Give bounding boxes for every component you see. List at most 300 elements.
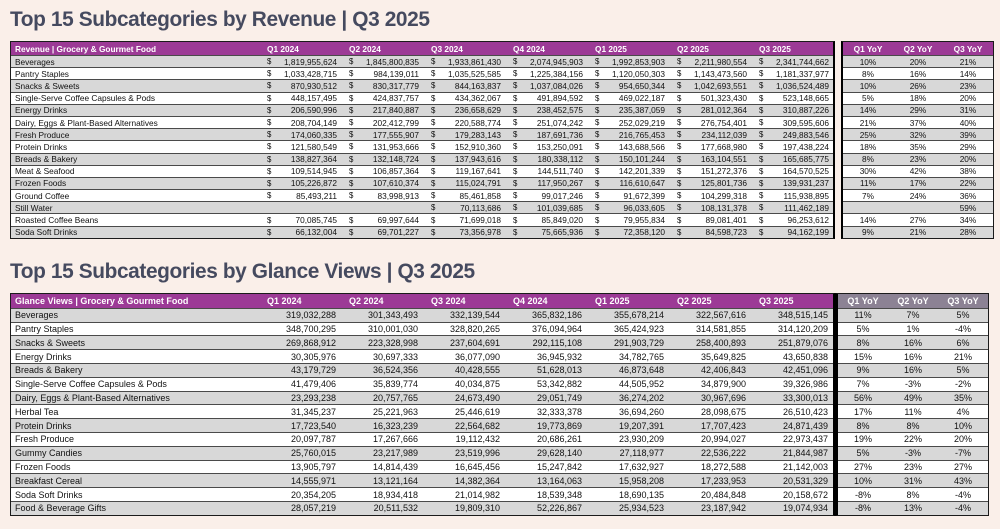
value-cell [259, 93, 341, 104]
value-cell [669, 154, 751, 165]
currency-symbol: $ [595, 105, 600, 115]
currency-symbol: $ [759, 191, 764, 201]
yoy-cell: 32% [909, 129, 927, 140]
currency-symbol: $ [513, 142, 518, 152]
value-cell: 29,051,749 [536, 392, 582, 403]
value-cell: 20,757,765 [372, 392, 418, 403]
currency-symbol: $ [431, 130, 436, 140]
value-number: 85,493,211 [296, 190, 337, 201]
currency-symbol: $ [349, 191, 354, 201]
value-cell: 251,879,076 [777, 337, 828, 348]
yoy-cell: 10% [953, 420, 972, 431]
value-cell [587, 93, 669, 104]
value-number: 844,163,837 [454, 80, 501, 91]
value-cell [751, 227, 833, 238]
yoy-row [843, 140, 993, 152]
currency-symbol: $ [759, 105, 764, 115]
value-cell [505, 129, 587, 140]
row-label: Single-Serve Coffee Capsules & Pods [15, 93, 156, 104]
quarter-column-header: Q3 2025 [759, 295, 794, 306]
yoy-row [843, 226, 993, 238]
value-cell [505, 166, 587, 177]
yoy-row [838, 308, 988, 322]
value-cell: 22,564,682 [454, 420, 500, 431]
yoy-cell: 22% [903, 434, 922, 445]
currency-symbol: $ [431, 215, 436, 225]
currency-symbol: $ [431, 105, 436, 115]
yoy-cell: 59% [959, 202, 977, 213]
currency-symbol: $ [513, 130, 518, 140]
value-cell [751, 166, 833, 177]
value-cell [505, 202, 587, 213]
yoy-cell: 7% [906, 310, 920, 321]
value-number: 144,511,740 [537, 166, 583, 177]
value-cell: 20,511,532 [373, 503, 418, 514]
value-cell: 14,382,364 [454, 475, 500, 486]
value-cell [751, 202, 833, 213]
revenue-yoy-columns [841, 41, 994, 239]
row-label: Gummy Candies [15, 448, 83, 459]
value-number: 1,042,693,551 [693, 80, 747, 91]
value-number: 125,801,736 [700, 178, 747, 189]
table-row [11, 501, 833, 515]
currency-symbol: $ [677, 166, 682, 176]
value-number: 208,704,149 [290, 117, 337, 128]
currency-symbol: $ [267, 57, 272, 67]
value-number: 138,827,364 [290, 154, 337, 165]
yoy-row [843, 213, 993, 225]
yoy-row [838, 377, 988, 391]
currency-symbol: $ [677, 105, 682, 115]
value-cell: 20,158,672 [782, 489, 828, 500]
row-label: Still Water [15, 202, 53, 213]
yoy-cell: 23% [903, 461, 922, 472]
yoy-cell: 22% [959, 178, 977, 189]
value-cell: 301,343,493 [367, 310, 418, 321]
value-number: 91,672,399 [623, 190, 665, 201]
yoy-row [838, 418, 988, 432]
value-cell: 27,118,977 [619, 448, 664, 459]
currency-symbol: $ [431, 203, 436, 213]
value-cell: 13,905,797 [290, 461, 336, 472]
yoy-cell: 7% [862, 190, 874, 201]
value-cell [341, 202, 423, 213]
value-number: 179,283,143 [454, 129, 501, 140]
value-number: 954,650,344 [618, 80, 665, 91]
yoy-cell: 19% [853, 434, 872, 445]
value-cell [505, 141, 587, 152]
value-number: 220,588,774 [454, 117, 501, 128]
value-cell: 34,782,765 [618, 351, 664, 362]
yoy-row [838, 460, 988, 474]
row-label: Pantry Staples [15, 324, 74, 334]
yoy-cell: 8% [862, 68, 874, 79]
value-cell [423, 129, 505, 140]
value-cell [341, 56, 423, 67]
quarter-column-header: Q4 2024 [513, 295, 548, 306]
yoy-cell: 11% [854, 310, 872, 321]
value-number: 71,699,018 [459, 215, 501, 226]
value-cell: 365,832,186 [531, 310, 582, 321]
currency-symbol: $ [595, 166, 600, 176]
currency-symbol: $ [431, 154, 436, 164]
value-cell: 40,034,875 [454, 379, 500, 390]
table-row [11, 335, 833, 349]
value-cell [669, 68, 751, 79]
currency-symbol: $ [513, 154, 518, 164]
currency-symbol: $ [349, 93, 354, 103]
yoy-row [843, 104, 993, 116]
value-cell [505, 154, 587, 165]
value-cell [669, 178, 751, 189]
yoy-cell: 27% [853, 461, 872, 472]
table-header-row [11, 42, 833, 55]
table-row [11, 473, 833, 487]
value-cell: 17,707,423 [700, 420, 746, 431]
value-number: 108,131,378 [700, 202, 747, 213]
value-cell [751, 56, 833, 67]
value-number: 96,253,612 [787, 215, 829, 226]
value-cell [505, 56, 587, 67]
value-cell: 24,871,439 [782, 420, 828, 431]
value-cell [423, 68, 505, 79]
value-cell: 237,604,691 [449, 337, 500, 348]
yoy-cell: -8% [854, 503, 871, 514]
value-number: 1,933,861,430 [447, 56, 501, 67]
yoy-row [838, 473, 988, 487]
value-cell: 14,555,971 [290, 475, 336, 486]
yoy-cell: 13% [903, 503, 922, 514]
table-row [11, 460, 833, 474]
value-number: 104,299,318 [700, 190, 747, 201]
revenue-table [10, 41, 990, 239]
yoy-column-header: Q2 YoY [903, 43, 933, 54]
quarter-column-header: Q1 2024 [267, 43, 299, 54]
yoy-cell [893, 202, 943, 213]
currency-symbol: $ [349, 178, 354, 188]
value-cell [587, 80, 669, 91]
yoy-cell: 15% [853, 351, 872, 362]
value-cell: 46,873,648 [618, 365, 664, 376]
currency-symbol: $ [513, 227, 518, 237]
value-cell [423, 190, 505, 201]
value-cell: 348,515,145 [777, 310, 828, 321]
currency-symbol: $ [595, 118, 600, 128]
value-cell: 13,164,063 [536, 475, 582, 486]
currency-symbol: $ [677, 81, 682, 91]
value-cell: 17,233,953 [700, 475, 746, 486]
value-cell: 43,179,729 [290, 365, 336, 376]
value-cell: 21,142,003 [782, 461, 828, 472]
value-number: 96,033,605 [623, 202, 665, 213]
yoy-cell: 40% [959, 117, 977, 128]
value-cell [669, 129, 751, 140]
currency-symbol: $ [267, 227, 272, 237]
value-cell [587, 202, 669, 213]
currency-symbol: $ [513, 81, 518, 91]
value-cell: 17,267,666 [372, 434, 418, 445]
value-cell: 291,903,729 [613, 337, 664, 348]
value-number: 70,113,686 [460, 202, 501, 213]
table-corner-label: Revenue | Grocery & Gourmet Food [15, 43, 157, 54]
yoy-cell: 31% [903, 475, 922, 486]
currency-symbol: $ [759, 166, 764, 176]
value-number: 187,691,736 [536, 129, 583, 140]
table-row [11, 153, 833, 165]
value-number: 84,598,723 [705, 227, 747, 238]
yoy-row [843, 92, 993, 104]
yoy-cell: 36% [959, 190, 977, 201]
currency-symbol: $ [595, 130, 600, 140]
yoy-column-header: Q2 YoY [897, 295, 929, 306]
quarter-column-header: Q3 2024 [431, 43, 463, 54]
currency-symbol: $ [595, 142, 600, 152]
value-cell [587, 154, 669, 165]
yoy-cell: 23% [909, 154, 927, 165]
value-cell: 34,879,900 [700, 379, 746, 390]
value-number: 94,162,199 [787, 227, 829, 238]
value-cell [587, 105, 669, 116]
yoy-row [838, 404, 988, 418]
yoy-column-header: Q3 YoY [953, 43, 983, 54]
row-label: Energy Drinks [15, 105, 68, 116]
yoy-row [843, 153, 993, 165]
value-cell: 36,274,202 [618, 392, 664, 403]
value-number: 469,022,187 [618, 93, 665, 104]
value-cell: 30,305,976 [290, 351, 336, 362]
yoy-cell: 21% [859, 117, 877, 128]
value-cell: 24,673,490 [454, 392, 500, 403]
yoy-cell: 30% [859, 166, 877, 177]
yoy-row [838, 487, 988, 501]
value-cell [341, 154, 423, 165]
yoy-cell: -4% [954, 324, 971, 334]
yoy-row [843, 116, 993, 128]
value-cell: 44,505,952 [618, 379, 664, 390]
value-cell [423, 80, 505, 91]
yoy-cell: 10% [859, 56, 877, 67]
value-cell: 23,217,989 [372, 448, 418, 459]
row-label: Beverages [15, 310, 59, 321]
row-label: Breakfast Cereal [15, 475, 83, 486]
value-cell [423, 166, 505, 177]
value-number: 2,074,945,903 [529, 56, 583, 67]
value-number: 137,943,616 [454, 154, 501, 165]
value-cell: 314,120,209 [777, 324, 828, 334]
value-number: 424,837,757 [372, 93, 419, 104]
value-cell [587, 68, 669, 79]
value-cell: 41,479,406 [290, 379, 336, 390]
value-number: 106,857,364 [372, 166, 419, 177]
currency-symbol: $ [595, 203, 600, 213]
value-number: 1,819,955,624 [283, 56, 337, 67]
value-cell [259, 141, 341, 152]
yoy-cell: 8% [856, 337, 870, 348]
currency-symbol: $ [349, 142, 354, 152]
value-cell [751, 93, 833, 104]
quarter-column-header: Q2 2024 [349, 295, 384, 306]
value-number: 491,894,592 [536, 93, 583, 104]
row-label: Fresh Produce [15, 434, 75, 445]
value-cell: 36,694,260 [618, 406, 664, 417]
value-cell [587, 117, 669, 128]
value-cell [341, 80, 423, 91]
value-cell [669, 214, 751, 225]
value-cell [259, 166, 341, 177]
currency-symbol: $ [595, 191, 600, 201]
yoy-cell: 38% [959, 166, 977, 177]
value-cell: 23,187,942 [700, 503, 746, 514]
value-cell [669, 117, 751, 128]
row-label: Roasted Coffee Beans [15, 215, 99, 226]
yoy-cell: 34% [959, 215, 977, 226]
value-cell [751, 178, 833, 189]
value-cell [669, 105, 751, 116]
value-cell [341, 190, 423, 201]
currency-symbol: $ [267, 215, 272, 225]
table-row [11, 487, 833, 501]
yoy-cell: 6% [956, 337, 970, 348]
value-cell: 328,820,265 [449, 324, 500, 334]
value-cell [587, 214, 669, 225]
currency-symbol: $ [759, 178, 764, 188]
value-number: 83,998,913 [377, 190, 419, 201]
yoy-cell: 8% [862, 154, 874, 165]
currency-symbol: $ [267, 191, 272, 201]
currency-symbol: $ [431, 166, 436, 176]
currency-symbol: $ [513, 215, 518, 225]
value-number: 131,953,666 [372, 141, 419, 152]
yoy-row [843, 201, 993, 213]
value-cell [423, 202, 505, 213]
value-cell: 258,400,893 [695, 337, 746, 348]
yoy-cell: 56% [853, 392, 872, 403]
row-label: Breads & Bakery [15, 365, 83, 376]
value-cell: 43,650,838 [782, 351, 828, 362]
table-row [11, 446, 833, 460]
currency-symbol: $ [595, 215, 600, 225]
value-number: 249,883,546 [782, 129, 829, 140]
yoy-cell: 4% [956, 406, 970, 417]
currency-symbol: $ [349, 215, 354, 225]
value-cell: 22,973,437 [782, 434, 828, 445]
currency-symbol: $ [267, 105, 272, 115]
value-number: 164,570,525 [782, 166, 829, 177]
yoy-row [838, 322, 988, 336]
row-label: Frozen Foods [15, 178, 67, 189]
row-label: Protein Drinks [15, 141, 68, 152]
value-number: 276,754,401 [700, 117, 747, 128]
value-cell [751, 68, 833, 79]
yoy-cell: 20% [959, 154, 977, 165]
currency-symbol: $ [431, 81, 436, 91]
currency-symbol: $ [677, 178, 682, 188]
currency-symbol: $ [677, 69, 682, 79]
currency-symbol: $ [267, 154, 272, 164]
value-number: 281,012,364 [700, 105, 747, 116]
table-row [11, 140, 833, 152]
currency-symbol: $ [431, 118, 436, 128]
row-label: Breads & Bakery [15, 154, 78, 165]
value-cell: 33,300,013 [782, 392, 828, 403]
yoy-cell: 8% [906, 420, 920, 431]
yoy-row [843, 128, 993, 140]
table-row [11, 67, 833, 79]
value-number: 830,317,779 [372, 80, 419, 91]
row-label: Food & Beverage Gifts [15, 503, 107, 514]
currency-symbol: $ [267, 142, 272, 152]
value-cell [505, 68, 587, 79]
value-cell [341, 166, 423, 177]
yoy-cell: 29% [909, 105, 927, 116]
currency-symbol: $ [349, 118, 354, 128]
currency-symbol: $ [677, 93, 682, 103]
table-row [11, 363, 833, 377]
currency-symbol: $ [677, 142, 682, 152]
yoy-cell: 16% [909, 68, 927, 79]
value-cell: 30,967,696 [700, 392, 746, 403]
currency-symbol: $ [349, 57, 354, 67]
table-row [11, 201, 833, 213]
value-cell: 36,945,932 [536, 351, 582, 362]
currency-symbol: $ [513, 203, 518, 213]
yoy-cell: 42% [909, 166, 927, 177]
table-row [11, 213, 833, 225]
yoy-row [838, 391, 988, 405]
yoy-cell: 5% [956, 365, 970, 376]
value-number: 116,610,647 [619, 178, 665, 189]
currency-symbol: $ [513, 57, 518, 67]
value-cell: 314,581,855 [695, 324, 746, 334]
yoy-cell: 7% [856, 379, 870, 390]
value-cell [751, 141, 833, 152]
currency-symbol: $ [513, 118, 518, 128]
value-cell: 355,678,214 [613, 310, 664, 321]
value-number: 1,225,384,156 [529, 68, 583, 79]
value-cell: 19,074,934 [782, 503, 828, 514]
value-number: 163,104,551 [700, 154, 747, 165]
table-row [11, 404, 833, 418]
currency-symbol: $ [349, 105, 354, 115]
value-number: 72,358,120 [623, 227, 665, 238]
value-cell: 29,628,140 [536, 448, 582, 459]
currency-symbol: $ [759, 215, 764, 225]
currency-symbol: $ [513, 69, 518, 79]
yoy-header-row [838, 294, 988, 308]
yoy-cell: 21% [909, 227, 927, 238]
value-cell [587, 166, 669, 177]
yoy-cell: 49% [903, 392, 922, 403]
currency-symbol: $ [595, 178, 600, 188]
value-cell [341, 117, 423, 128]
value-number: 238,452,575 [536, 105, 583, 116]
value-cell [259, 227, 341, 238]
currency-symbol: $ [267, 81, 272, 91]
row-label: Soda Soft Drinks [15, 227, 78, 238]
currency-symbol: $ [349, 227, 354, 237]
yoy-column-header: Q1 YoY [847, 295, 879, 306]
yoy-cell: 28% [959, 227, 977, 238]
table-row [11, 79, 833, 91]
yoy-row [843, 189, 993, 201]
yoy-cell: 18% [859, 141, 877, 152]
yoy-cell: 11% [904, 406, 922, 417]
currency-symbol: $ [677, 118, 682, 128]
currency-symbol: $ [513, 166, 518, 176]
table-row [11, 418, 833, 432]
value-cell: 31,345,237 [290, 406, 336, 417]
yoy-cell: -2% [954, 379, 971, 390]
